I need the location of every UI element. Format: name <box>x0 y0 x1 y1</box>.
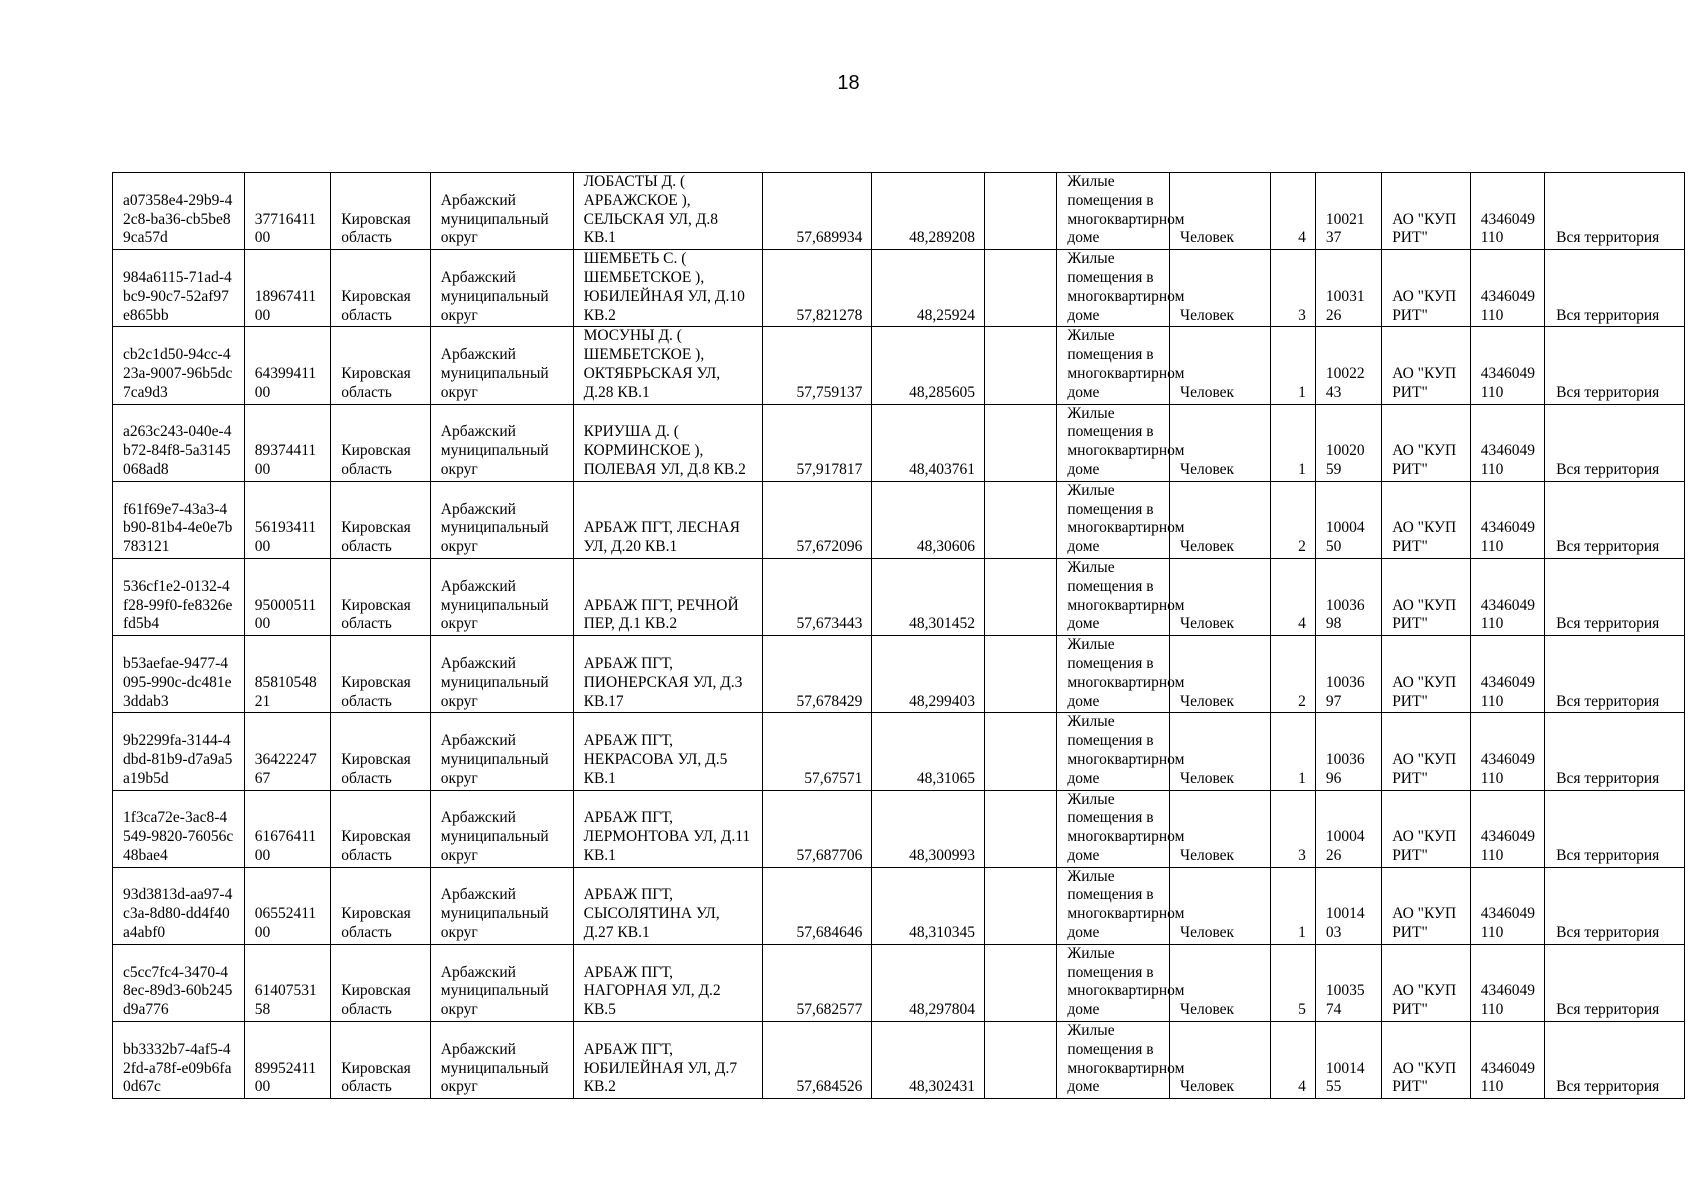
record-code-cell: 6140753158 <box>244 944 330 1021</box>
latitude-cell: 57,759137 <box>762 327 872 404</box>
longitude-cell: 48,30606 <box>872 481 985 558</box>
object-id-cell: 1000426 <box>1315 790 1381 867</box>
people-count-cell: 2 <box>1270 481 1315 558</box>
unit-cell: Человек <box>1170 250 1271 327</box>
table-row <box>113 558 1685 635</box>
record-code-cell: 3771641100 <box>244 173 330 250</box>
table-row <box>113 713 1685 790</box>
address-cell: АРБАЖ ПГТ, ЛЕРМОНТОВА УЛ, Д.11 КВ.1 <box>573 790 762 867</box>
municipality-cell: Арбажский муниципальный округ <box>430 558 573 635</box>
inn-cell: 4346049110 <box>1470 558 1544 635</box>
record-guid-cell: 1f3ca72e-3ac8-4549-9820-76056c48bae4 <box>113 790 245 867</box>
latitude-cell: 57,917817 <box>762 404 872 481</box>
object-id-cell: 1003697 <box>1315 636 1381 713</box>
inn-cell: 4346049110 <box>1470 944 1544 1021</box>
unit-cell: Человек <box>1170 713 1271 790</box>
table-row <box>113 327 1685 404</box>
latitude-cell: 57,67571 <box>762 713 872 790</box>
inn-cell: 4346049110 <box>1470 250 1544 327</box>
page-number: 18 <box>837 72 860 94</box>
object-id-cell: 1003574 <box>1315 944 1381 1021</box>
unit-cell: Человек <box>1170 173 1271 250</box>
people-count-cell: 2 <box>1270 636 1315 713</box>
empty-cell-cell <box>984 1022 1056 1099</box>
municipality-cell: Арбажский муниципальный округ <box>430 944 573 1021</box>
territory-cell: Вся территория <box>1545 713 1685 790</box>
object-id-cell: 1003126 <box>1315 250 1381 327</box>
people-count-cell: 4 <box>1270 173 1315 250</box>
table-row <box>113 404 1685 481</box>
inn-cell: 4346049110 <box>1470 790 1544 867</box>
company-cell: АО "КУПРИТ" <box>1382 1022 1471 1099</box>
table-row <box>113 867 1685 944</box>
object-type-cell: Жилые помещения в многоквартирном доме <box>1057 173 1170 250</box>
registry-table <box>112 172 1685 1099</box>
unit-cell: Человек <box>1170 481 1271 558</box>
record-guid-cell: cb2c1d50-94cc-423a-9007-96b5dc7ca9d3 <box>113 327 245 404</box>
company-cell: АО "КУПРИТ" <box>1382 250 1471 327</box>
empty-cell-cell <box>984 790 1056 867</box>
region-cell: Кировская область <box>331 481 431 558</box>
record-code-cell: 6439941100 <box>244 327 330 404</box>
municipality-cell: Арбажский муниципальный округ <box>430 790 573 867</box>
longitude-cell: 48,25924 <box>872 250 985 327</box>
municipality-cell: Арбажский муниципальный округ <box>430 713 573 790</box>
empty-cell-cell <box>984 250 1056 327</box>
object-type-cell: Жилые помещения в многоквартирном доме <box>1057 790 1170 867</box>
company-cell: АО "КУПРИТ" <box>1382 636 1471 713</box>
object-id-cell: 1003696 <box>1315 713 1381 790</box>
territory-cell: Вся территория <box>1545 1022 1685 1099</box>
longitude-cell: 48,299403 <box>872 636 985 713</box>
latitude-cell: 57,672096 <box>762 481 872 558</box>
record-code-cell: 3642224767 <box>244 713 330 790</box>
company-cell: АО "КУПРИТ" <box>1382 790 1471 867</box>
object-type-cell: Жилые помещения в многоквартирном доме <box>1057 1022 1170 1099</box>
address-cell: АРБАЖ ПГТ, НАГОРНАЯ УЛ, Д.2 КВ.5 <box>573 944 762 1021</box>
address-cell: АРБАЖ ПГТ, НЕКРАСОВА УЛ, Д.5 КВ.1 <box>573 713 762 790</box>
object-type-cell: Жилые помещения в многоквартирном доме <box>1057 327 1170 404</box>
latitude-cell: 57,673443 <box>762 558 872 635</box>
table-row <box>113 250 1685 327</box>
company-cell: АО "КУПРИТ" <box>1382 481 1471 558</box>
latitude-cell: 57,687706 <box>762 790 872 867</box>
territory-cell: Вся территория <box>1545 636 1685 713</box>
region-cell: Кировская область <box>331 1022 431 1099</box>
people-count-cell: 1 <box>1270 713 1315 790</box>
record-guid-cell: 93d3813d-aa97-4c3a-8d80-dd4f40a4abf0 <box>113 867 245 944</box>
municipality-cell: Арбажский муниципальный округ <box>430 250 573 327</box>
longitude-cell: 48,297804 <box>872 944 985 1021</box>
empty-cell-cell <box>984 867 1056 944</box>
empty-cell-cell <box>984 558 1056 635</box>
inn-cell: 4346049110 <box>1470 404 1544 481</box>
region-cell: Кировская область <box>331 636 431 713</box>
unit-cell: Человек <box>1170 867 1271 944</box>
object-type-cell: Жилые помещения в многоквартирном доме <box>1057 404 1170 481</box>
territory-cell: Вся территория <box>1545 944 1685 1021</box>
territory-cell: Вся территория <box>1545 173 1685 250</box>
object-type-cell: Жилые помещения в многоквартирном доме <box>1057 867 1170 944</box>
unit-cell: Человек <box>1170 404 1271 481</box>
record-code-cell: 8937441100 <box>244 404 330 481</box>
inn-cell: 4346049110 <box>1470 1022 1544 1099</box>
territory-cell: Вся территория <box>1545 250 1685 327</box>
region-cell: Кировская область <box>331 790 431 867</box>
empty-cell-cell <box>984 404 1056 481</box>
table-row <box>113 1022 1685 1099</box>
latitude-cell: 57,689934 <box>762 173 872 250</box>
municipality-cell: Арбажский муниципальный округ <box>430 327 573 404</box>
latitude-cell: 57,678429 <box>762 636 872 713</box>
table-body <box>113 173 1685 1099</box>
territory-cell: Вся территория <box>1545 481 1685 558</box>
unit-cell: Человек <box>1170 558 1271 635</box>
record-code-cell: 6167641100 <box>244 790 330 867</box>
record-guid-cell: 984a6115-71ad-4bc9-90c7-52af97e865bb <box>113 250 245 327</box>
longitude-cell: 48,300993 <box>872 790 985 867</box>
object-type-cell: Жилые помещения в многоквартирном доме <box>1057 636 1170 713</box>
company-cell: АО "КУПРИТ" <box>1382 558 1471 635</box>
address-cell: МОСУНЫ Д. ( ШЕМБЕТСКОЕ ), ОКТЯБРЬСКАЯ УЛ, Д.28 КВ.1 <box>573 327 762 404</box>
inn-cell: 4346049110 <box>1470 481 1544 558</box>
record-guid-cell: 9b2299fa-3144-4dbd-81b9-d7a9a5a19b5d <box>113 713 245 790</box>
longitude-cell: 48,310345 <box>872 867 985 944</box>
people-count-cell: 3 <box>1270 790 1315 867</box>
region-cell: Кировская область <box>331 867 431 944</box>
table-row <box>113 173 1685 250</box>
people-count-cell: 1 <box>1270 867 1315 944</box>
municipality-cell: Арбажский муниципальный округ <box>430 1022 573 1099</box>
people-count-cell: 3 <box>1270 250 1315 327</box>
unit-cell: Человек <box>1170 1022 1271 1099</box>
address-cell: АРБАЖ ПГТ, СЫСОЛЯТИНА УЛ, Д.27 КВ.1 <box>573 867 762 944</box>
object-id-cell: 1003698 <box>1315 558 1381 635</box>
empty-cell-cell <box>984 327 1056 404</box>
address-cell: АРБАЖ ПГТ, ЛЕСНАЯ УЛ, Д.20 КВ.1 <box>573 481 762 558</box>
company-cell: АО "КУПРИТ" <box>1382 713 1471 790</box>
record-code-cell: 1896741100 <box>244 250 330 327</box>
record-guid-cell: b53aefae-9477-4095-990c-dc481e3ddab3 <box>113 636 245 713</box>
object-type-cell: Жилые помещения в многоквартирном доме <box>1057 713 1170 790</box>
people-count-cell: 4 <box>1270 558 1315 635</box>
latitude-cell: 57,682577 <box>762 944 872 1021</box>
object-id-cell: 1002137 <box>1315 173 1381 250</box>
municipality-cell: Арбажский муниципальный округ <box>430 404 573 481</box>
table-row <box>113 944 1685 1021</box>
municipality-cell: Арбажский муниципальный округ <box>430 481 573 558</box>
company-cell: АО "КУПРИТ" <box>1382 944 1471 1021</box>
empty-cell-cell <box>984 636 1056 713</box>
empty-cell-cell <box>984 944 1056 1021</box>
people-count-cell: 5 <box>1270 944 1315 1021</box>
record-guid-cell: a07358e4-29b9-42c8-ba36-cb5be89ca57d <box>113 173 245 250</box>
address-cell: КРИУША Д. ( КОРМИНСКОЕ ), ПОЛЕВАЯ УЛ, Д.8 КВ.2 <box>573 404 762 481</box>
region-cell: Кировская область <box>331 558 431 635</box>
record-guid-cell: c5cc7fc4-3470-48ec-89d3-60b245d9a776 <box>113 944 245 1021</box>
territory-cell: Вся территория <box>1545 867 1685 944</box>
record-guid-cell: 536cf1e2-0132-4f28-99f0-fe8326efd5b4 <box>113 558 245 635</box>
region-cell: Кировская область <box>331 944 431 1021</box>
latitude-cell: 57,821278 <box>762 250 872 327</box>
address-cell: ШЕМБЕТЬ С. ( ШЕМБЕТСКОЕ ), ЮБИЛЕЙНАЯ УЛ, Д.10 КВ.2 <box>573 250 762 327</box>
record-code-cell: 0655241100 <box>244 867 330 944</box>
object-id-cell: 1000450 <box>1315 481 1381 558</box>
empty-cell-cell <box>984 713 1056 790</box>
object-id-cell: 1002243 <box>1315 327 1381 404</box>
address-cell: АРБАЖ ПГТ, РЕЧНОЙ ПЕР, Д.1 КВ.2 <box>573 558 762 635</box>
latitude-cell: 57,684646 <box>762 867 872 944</box>
region-cell: Кировская область <box>331 713 431 790</box>
object-type-cell: Жилые помещения в многоквартирном доме <box>1057 558 1170 635</box>
record-guid-cell: a263c243-040e-4b72-84f8-5a3145068ad8 <box>113 404 245 481</box>
inn-cell: 4346049110 <box>1470 713 1544 790</box>
longitude-cell: 48,31065 <box>872 713 985 790</box>
unit-cell: Человек <box>1170 636 1271 713</box>
unit-cell: Человек <box>1170 944 1271 1021</box>
longitude-cell: 48,403761 <box>872 404 985 481</box>
people-count-cell: 4 <box>1270 1022 1315 1099</box>
address-cell: ЛОБАСТЫ Д. ( АРБАЖСКОЕ ), СЕЛЬСКАЯ УЛ, Д.8 КВ.1 <box>573 173 762 250</box>
longitude-cell: 48,285605 <box>872 327 985 404</box>
inn-cell: 4346049110 <box>1470 867 1544 944</box>
people-count-cell: 1 <box>1270 327 1315 404</box>
empty-cell-cell <box>984 481 1056 558</box>
object-type-cell: Жилые помещения в многоквартирном доме <box>1057 250 1170 327</box>
object-type-cell: Жилые помещения в многоквартирном доме <box>1057 481 1170 558</box>
record-code-cell: 8581054821 <box>244 636 330 713</box>
company-cell: АО "КУПРИТ" <box>1382 404 1471 481</box>
territory-cell: Вся территория <box>1545 404 1685 481</box>
region-cell: Кировская область <box>331 250 431 327</box>
region-cell: Кировская область <box>331 173 431 250</box>
inn-cell: 4346049110 <box>1470 173 1544 250</box>
record-guid-cell: bb3332b7-4af5-42fd-a78f-e09b6fa0d67c <box>113 1022 245 1099</box>
municipality-cell: Арбажский муниципальный округ <box>430 173 573 250</box>
object-id-cell: 1002059 <box>1315 404 1381 481</box>
municipality-cell: Арбажский муниципальный округ <box>430 636 573 713</box>
longitude-cell: 48,289208 <box>872 173 985 250</box>
table-row <box>113 636 1685 713</box>
address-cell: АРБАЖ ПГТ, ЮБИЛЕЙНАЯ УЛ, Д.7 КВ.2 <box>573 1022 762 1099</box>
inn-cell: 4346049110 <box>1470 327 1544 404</box>
company-cell: АО "КУПРИТ" <box>1382 173 1471 250</box>
latitude-cell: 57,684526 <box>762 1022 872 1099</box>
empty-cell-cell <box>984 173 1056 250</box>
object-id-cell: 1001455 <box>1315 1022 1381 1099</box>
unit-cell: Человек <box>1170 327 1271 404</box>
record-code-cell: 9500051100 <box>244 558 330 635</box>
table-row <box>113 790 1685 867</box>
people-count-cell: 1 <box>1270 404 1315 481</box>
unit-cell: Человек <box>1170 790 1271 867</box>
inn-cell: 4346049110 <box>1470 636 1544 713</box>
object-type-cell: Жилые помещения в многоквартирном доме <box>1057 944 1170 1021</box>
region-cell: Кировская область <box>331 327 431 404</box>
record-code-cell: 8995241100 <box>244 1022 330 1099</box>
record-code-cell: 5619341100 <box>244 481 330 558</box>
table-row <box>113 481 1685 558</box>
longitude-cell: 48,301452 <box>872 558 985 635</box>
record-guid-cell: f61f69e7-43a3-4b90-81b4-4e0e7b783121 <box>113 481 245 558</box>
territory-cell: Вся территория <box>1545 558 1685 635</box>
municipality-cell: Арбажский муниципальный округ <box>430 867 573 944</box>
object-id-cell: 1001403 <box>1315 867 1381 944</box>
territory-cell: Вся территория <box>1545 327 1685 404</box>
address-cell: АРБАЖ ПГТ, ПИОНЕРСКАЯ УЛ, Д.3 КВ.17 <box>573 636 762 713</box>
company-cell: АО "КУПРИТ" <box>1382 867 1471 944</box>
region-cell: Кировская область <box>331 404 431 481</box>
company-cell: АО "КУПРИТ" <box>1382 327 1471 404</box>
longitude-cell: 48,302431 <box>872 1022 985 1099</box>
territory-cell: Вся территория <box>1545 790 1685 867</box>
